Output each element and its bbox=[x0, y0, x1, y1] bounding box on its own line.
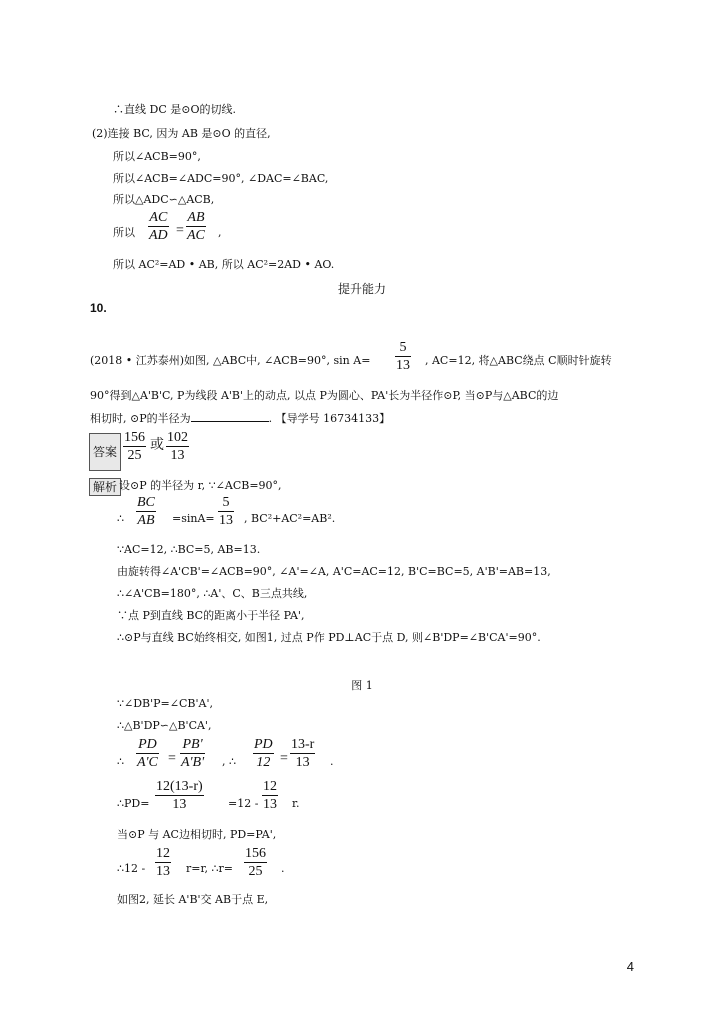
analysis-tag: 解析 bbox=[89, 478, 121, 496]
fraction-numerator: PD bbox=[138, 737, 157, 752]
question-line-2: 90°得到△A'B'C, P为线段 A'B'上的动点, 以点 P为圆心、PA'长为半径作⊙P, 当⊙P与△ABC的边 bbox=[90, 389, 559, 402]
fraction-answer-2 bbox=[166, 430, 189, 464]
fraction-numerator: 12 bbox=[263, 779, 277, 794]
fraction-13-r bbox=[290, 737, 315, 771]
fraction-pd-value bbox=[155, 779, 204, 813]
analysis-line-11-end: r. bbox=[292, 797, 300, 810]
analysis-line-14: 如图2, 延长 A'B'交 AB于点 E, bbox=[117, 893, 269, 906]
proof-line-2: (2)连接 BC, 因为 AB 是⊙O 的直径, bbox=[92, 127, 271, 140]
fraction-5-13 bbox=[218, 495, 234, 529]
fraction-denominator: 13 bbox=[156, 864, 170, 879]
analysis-line-6: ∵点 P到直线 BC的距离小于半径 PA', bbox=[117, 609, 305, 622]
fraction-numerator: 12 bbox=[156, 846, 170, 861]
proof-line-3: 所以∠ACB=90°, bbox=[113, 150, 201, 163]
fraction-numerator: 5 bbox=[222, 495, 230, 510]
fraction-numerator: 5 bbox=[399, 340, 407, 355]
or-text: 或 bbox=[150, 438, 164, 453]
section-title: 提升能力 bbox=[337, 282, 386, 296]
question-line-1b: , AC=12, 将△ABC绕点 C顺时针旋转 bbox=[425, 354, 612, 367]
fraction-numerator: AC bbox=[149, 210, 168, 225]
fraction-ac-ad bbox=[148, 210, 169, 244]
analysis-line-1: 设⊙P 的半径为 r, ∵∠ACB=90°, bbox=[119, 479, 282, 492]
proof-line-4: 所以∠ACB=∠ADC=90°, ∠DAC=∠BAC, bbox=[113, 172, 329, 185]
fraction-pb-ab bbox=[180, 737, 205, 771]
fraction-pd-12 bbox=[253, 737, 274, 771]
fraction-numerator: PD bbox=[254, 737, 273, 752]
fraction-12-13 bbox=[262, 779, 278, 813]
fraction-denominator: A'B' bbox=[181, 755, 205, 770]
equals-sign: = bbox=[176, 223, 184, 238]
fraction-denominator: AD bbox=[149, 228, 168, 243]
question-line-3 bbox=[90, 411, 390, 426]
fraction-pd-ac bbox=[136, 737, 159, 771]
problem-number: 10. bbox=[90, 301, 107, 315]
analysis-line-13-mid: r=r, ∴r= bbox=[186, 862, 233, 875]
fraction-12-13 bbox=[155, 846, 171, 880]
fraction-numerator: 156 bbox=[245, 846, 266, 861]
equals-sign: = bbox=[168, 751, 176, 766]
fraction-numerator: 12(13-r) bbox=[156, 779, 203, 794]
figure-1-caption: 图 1 bbox=[351, 679, 373, 692]
analysis-line-7: ∴⊙P与直线 BC始终相交, 如图1, 过点 P作 PD⊥AC于点 D, 则∠B'DP=∠B'CA'=90°. bbox=[117, 631, 541, 644]
fraction-numerator: AB bbox=[187, 210, 205, 225]
fraction-numerator: BC bbox=[137, 495, 155, 510]
proof-line-1: ∴直线 DC 是⊙O的切线. bbox=[113, 103, 236, 116]
proof-line-6-prefix: 所以 bbox=[113, 226, 135, 239]
fraction-denominator: 13 bbox=[263, 797, 277, 812]
analysis-line-11-prefix: ∴PD= bbox=[117, 797, 150, 810]
proof-line-7: 所以 AC²=AD • AB, 所以 AC²=2AD • AO. bbox=[113, 258, 335, 271]
answer-tag: 答案 bbox=[89, 433, 121, 471]
analysis-line-10-mid: , ∴ bbox=[222, 755, 236, 768]
fraction-numerator: PB' bbox=[182, 737, 203, 752]
fraction-156-25 bbox=[244, 846, 267, 880]
analysis-line-2-suffix: , BC²+AC²=AB². bbox=[244, 512, 336, 525]
analysis-line-13-prefix: ∴12 - bbox=[117, 862, 146, 875]
question-line-1a: (2018 • 江苏泰州)如图, △ABC中, ∠ACB=90°, sin A= bbox=[90, 354, 371, 367]
analysis-line-12: 当⊙P 与 AC边相切时, PD=PA', bbox=[117, 828, 277, 841]
analysis-line-3: ∵AC=12, ∴BC=5, AB=13. bbox=[117, 543, 261, 556]
fraction-denominator: 12 bbox=[253, 753, 274, 771]
proof-line-6-suffix: , bbox=[218, 226, 222, 239]
fraction-bc-ab bbox=[136, 495, 156, 529]
fraction-denominator: 25 bbox=[123, 446, 146, 464]
fraction-numerator: 13-r bbox=[291, 737, 315, 752]
question-line-3b: . 【导学号 16734133】 bbox=[268, 412, 391, 425]
fraction-denominator: 13 bbox=[166, 446, 189, 464]
analysis-line-11-mid: =12 - bbox=[228, 797, 259, 810]
analysis-line-10-prefix: ∴ bbox=[117, 755, 124, 768]
fraction-numerator: 156 bbox=[124, 430, 145, 445]
fraction-denominator: 13 bbox=[155, 795, 204, 813]
page-number: 4 bbox=[626, 959, 634, 974]
fraction-ab-ac bbox=[186, 210, 206, 244]
analysis-line-5: ∴∠A'CB=180°, ∴A'、C、B三点共线, bbox=[117, 587, 308, 600]
fraction-sin-a bbox=[395, 340, 411, 374]
analysis-line-2-mid: =sinA= bbox=[172, 512, 215, 525]
fraction-denominator: 13 bbox=[219, 513, 233, 528]
answer-blank bbox=[191, 411, 269, 422]
fraction-answer-1 bbox=[123, 430, 146, 464]
analysis-line-4: 由旋转得∠A'CB'=∠ACB=90°, ∠A'=∠A, A'C=AC=12, B'C=BC=5, A'B'=AB=13, bbox=[117, 565, 551, 578]
fraction-denominator: AC bbox=[187, 228, 205, 243]
question-line-3a: 相切时, ⊙P的半径为 bbox=[90, 412, 191, 425]
analysis-line-2-prefix: ∴ bbox=[117, 512, 124, 525]
proof-line-5: 所以△ADC∽△ACB, bbox=[113, 193, 215, 206]
fraction-denominator: 13 bbox=[396, 358, 410, 373]
fraction-denominator: AB bbox=[137, 513, 155, 528]
analysis-line-13-end: . bbox=[281, 862, 285, 875]
equals-sign: = bbox=[280, 751, 288, 766]
fraction-numerator: 102 bbox=[167, 430, 188, 445]
analysis-line-10-end: . bbox=[330, 755, 334, 768]
fraction-denominator: 25 bbox=[244, 862, 267, 880]
fraction-denominator: A'C bbox=[137, 755, 158, 770]
fraction-denominator: 13 bbox=[290, 753, 315, 771]
analysis-line-8: ∵∠DB'P=∠CB'A', bbox=[117, 697, 213, 710]
analysis-line-9: ∴△B'DP∽△B'CA', bbox=[117, 719, 212, 732]
